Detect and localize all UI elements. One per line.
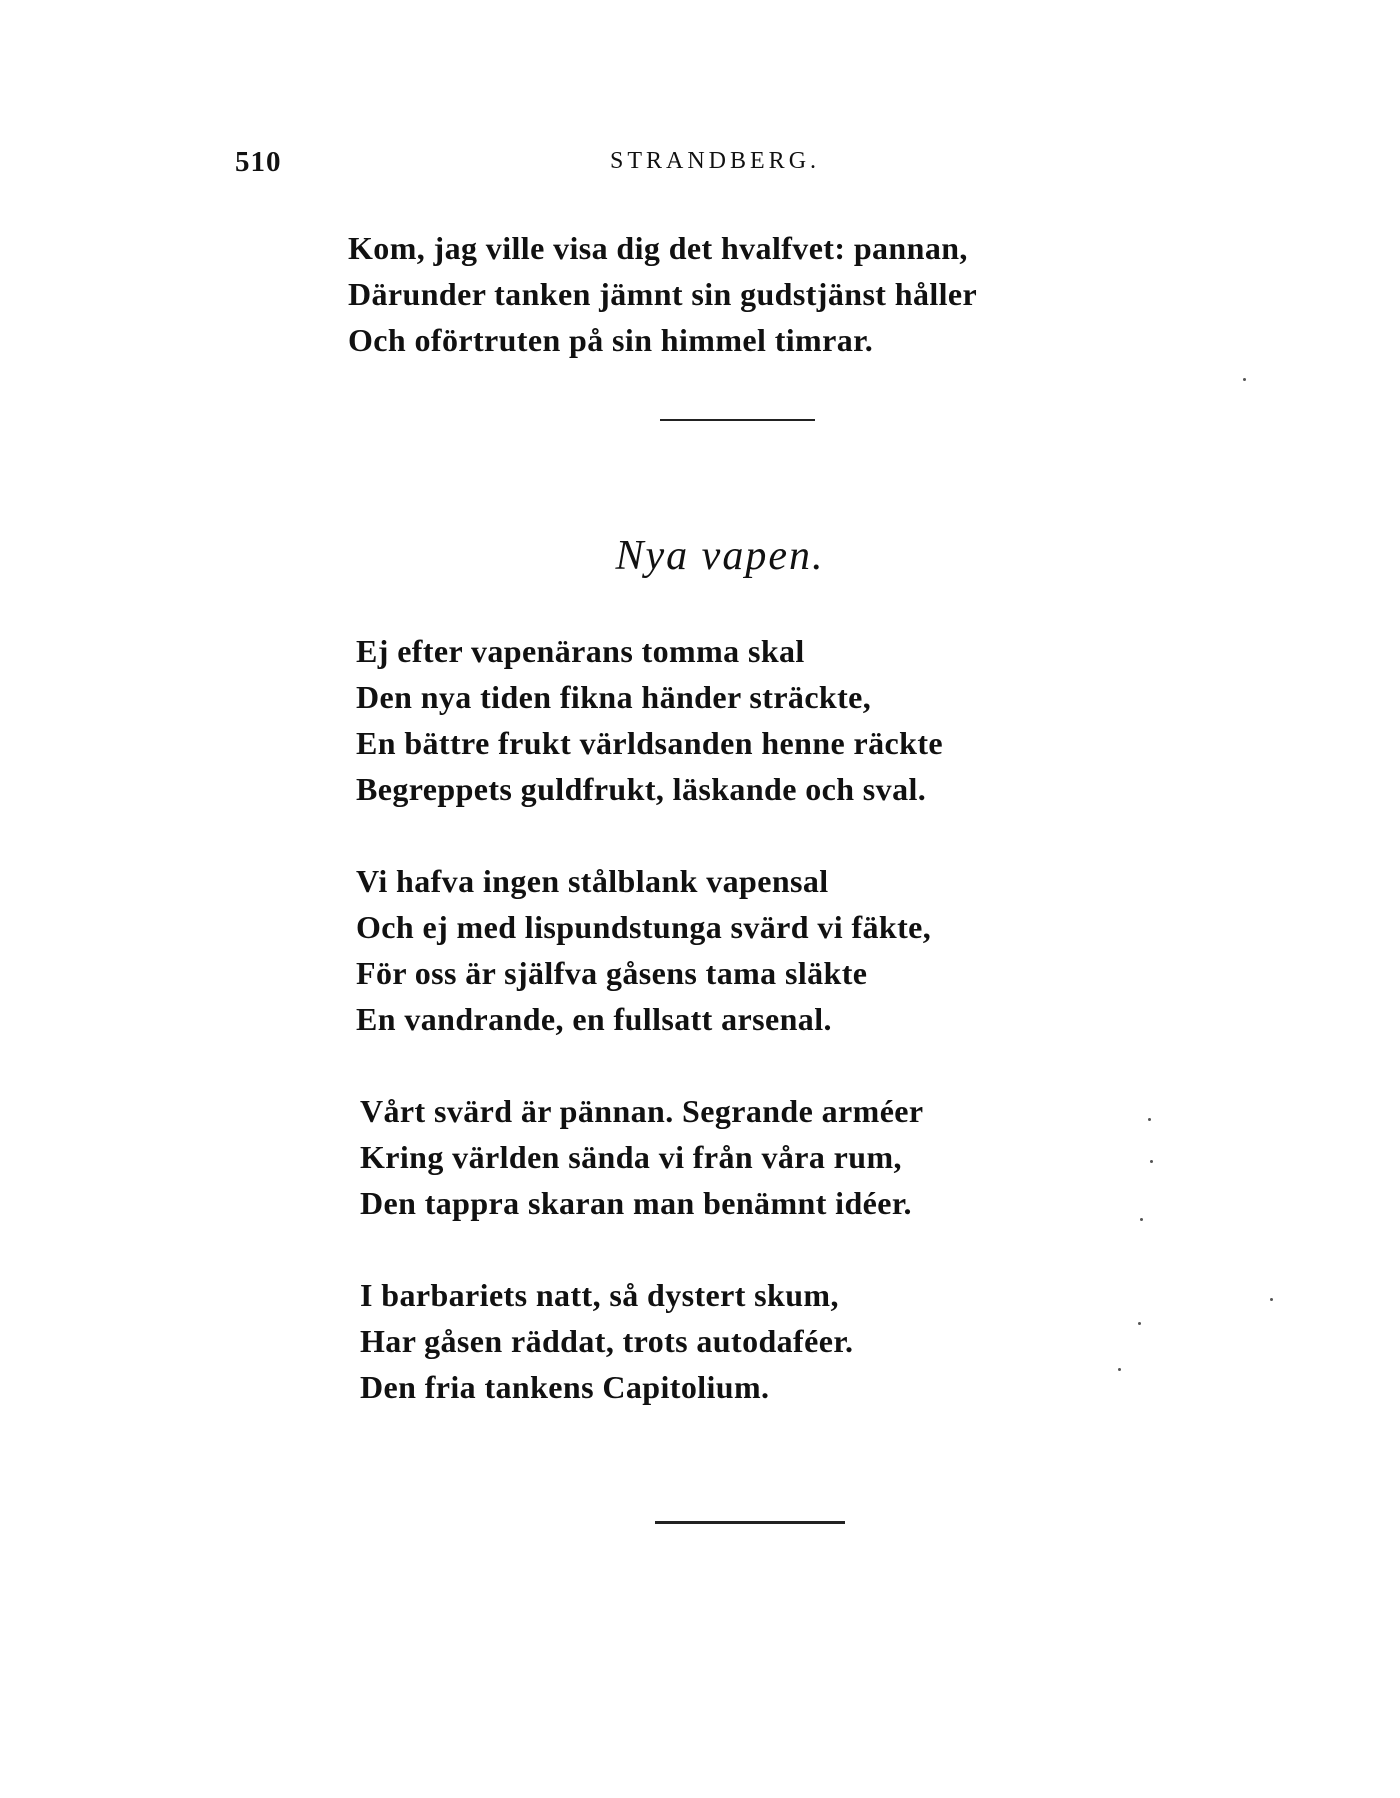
page-number: 510 (235, 146, 282, 178)
stanza-3 (360, 1088, 924, 1226)
scan-speck (1243, 378, 1246, 381)
verse-line: En bättre frukt världsanden henne räckte (356, 725, 943, 761)
scan-speck (1138, 1322, 1141, 1325)
verse-line: Den nya tiden fikna händer sträckte, (356, 679, 872, 715)
verse-line: Vi hafva ingen stålblank vapensal (356, 863, 829, 899)
stanza-4 (360, 1272, 853, 1410)
stanza-2 (356, 858, 931, 1042)
verse-line: Har gåsen räddat, trots autodaféer. (360, 1323, 854, 1359)
scan-speck (1140, 1218, 1143, 1221)
scan-speck (1118, 1368, 1121, 1371)
stanza-1 (356, 628, 943, 812)
verse-line: I barbariets natt, så dystert skum, (360, 1277, 839, 1313)
verse-line: Begreppets guldfrukt, läskande och sval. (356, 771, 927, 807)
scan-speck (1148, 1118, 1151, 1121)
scan-speck (1270, 1298, 1273, 1301)
verse-line: Ej efter vapenärans tomma skal (356, 633, 805, 669)
running-title: STRANDBERG. (610, 148, 821, 174)
verse-line: Vårt svärd är pännan. Segrande arméer (360, 1093, 924, 1129)
verse-line: Den fria tankens Capitolium. (360, 1369, 770, 1405)
verse-line: Och oförtruten på sin himmel timrar. (348, 322, 874, 358)
section-divider (660, 419, 815, 421)
verse-line: Och ej med lispundstunga svärd vi fäkte, (356, 909, 932, 945)
verse-line: Därunder tanken jämnt sin gudstjänst håller (348, 276, 978, 312)
running-head (235, 146, 1165, 186)
poem-title: Nya vapen. (615, 533, 825, 579)
end-rule (655, 1521, 845, 1524)
scan-speck (1150, 1160, 1153, 1163)
verse-line: Kring världen sända vi från våra rum, (360, 1139, 902, 1175)
continued-stanza (348, 225, 977, 363)
verse-line: En vandrande, en fullsatt arsenal. (356, 1001, 832, 1037)
verse-line: Den tappra skaran man benämnt idéer. (360, 1185, 912, 1221)
verse-line: För oss är själfva gåsens tama släkte (356, 955, 868, 991)
verse-line: Kom, jag ville visa dig det hvalfvet: pannan, (348, 230, 968, 266)
